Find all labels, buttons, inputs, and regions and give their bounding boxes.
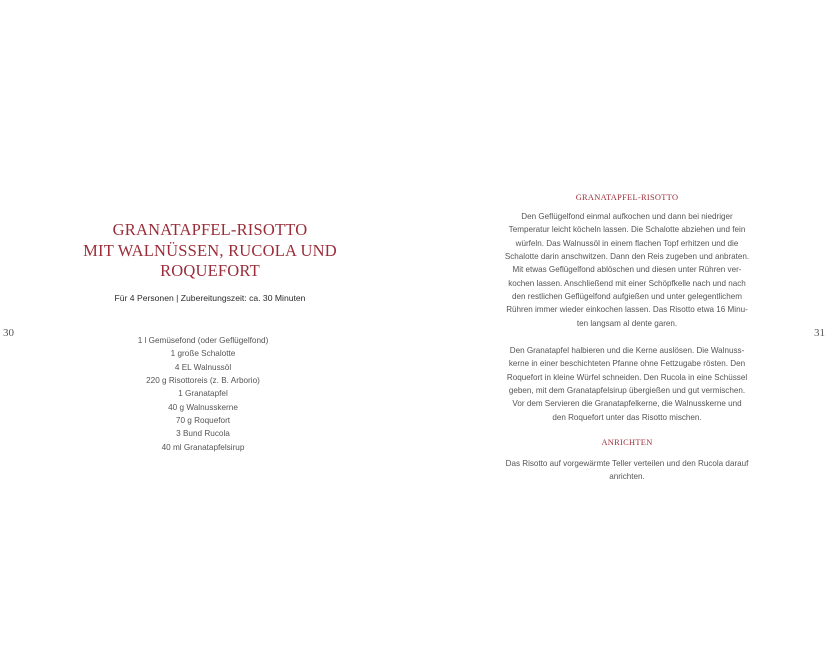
ingredient-item: 1 Granatapfel xyxy=(178,389,228,399)
ingredient-item: 40 g Walnusskerne xyxy=(168,402,238,412)
paragraph-line: Rühren immer wieder einkochen lassen. Das Risotto etwa 16 Minu- xyxy=(506,305,748,315)
paragraph-line: Roquefort in kleine Würfel schneiden. Den Rucola in eine Schüssel xyxy=(506,372,748,382)
instructions-paragraph xyxy=(482,344,772,424)
paragraph-line: kochen lassen. Anschließend mit einer Schöpfkelle nach und nach xyxy=(508,278,746,288)
instructions-heading: GRANATAPFEL-RISOTTO xyxy=(575,193,679,202)
ingredient-item: 1 l Gemüsefond (oder Geflügelfond) xyxy=(137,336,269,345)
ingredient-item: 1 große Schalotte xyxy=(170,349,236,359)
paragraph-line: Schalotte darin anschwitzen. Dann den Reis zugeben und anbraten. xyxy=(504,252,750,262)
paragraph-line: Vor dem Servieren die Granatapfelkerne, die Walnusskerne und xyxy=(512,399,742,409)
recipe-title xyxy=(40,220,380,282)
right-page xyxy=(482,0,772,665)
paragraph-line: Das Risotto auf vorgewärmte Teller verteilen und den Rucola darauf xyxy=(505,459,749,468)
left-page xyxy=(40,0,380,665)
ingredient-item: 4 EL Walnussöl xyxy=(174,362,232,372)
ingredient-item: 40 ml Granatapfelsirup xyxy=(161,442,245,452)
instructions-paragraph xyxy=(482,210,772,330)
paragraph-line: kerne in einer beschichteten Pfanne ohne Fettzugabe rösten. Den xyxy=(508,359,746,369)
serving-paragraph xyxy=(482,457,772,484)
paragraph-line: anrichten. xyxy=(609,472,645,482)
ingredient-item: 3 Bund Rucola xyxy=(176,429,230,439)
paragraph-line: Den Granatapfel halbieren und die Kerne auslösen. Die Walnuss- xyxy=(509,346,745,355)
ingredient-item: 70 g Roquefort xyxy=(175,416,231,426)
page-number-left: 30 xyxy=(3,327,14,339)
paragraph-line: ten langsam al dente garen. xyxy=(576,318,678,328)
paragraph-line: den restlichen Geflügelfond aufgießen und unter gelegentlichem xyxy=(512,292,742,302)
recipe-title-line: MIT WALNÜSSEN, RUCOLA UND xyxy=(83,240,337,260)
ingredient-list xyxy=(40,334,366,454)
paragraph-line: geben, mit dem Granatapfelsirup übergießen und gut vermischen. xyxy=(508,386,746,396)
recipe-meta: Für 4 Personen | Zubereitungszeit: ca. 30 Minuten xyxy=(114,293,306,303)
recipe-title-line: GRANATAPFEL-RISOTTO xyxy=(112,220,308,239)
recipe-title-line: ROQUEFORT xyxy=(160,261,260,280)
serving-heading: ANRICHTEN xyxy=(601,438,653,447)
paragraph-line: Mit etwas Geflügelfond ablöschen und diesen unter Rühren ver- xyxy=(512,265,742,275)
ingredient-item: 220 g Risottoreis (z. B. Arborio) xyxy=(146,376,260,386)
paragraph-line: würfeln. Das Walnussöl in einem flachen Topf erhitzen und die xyxy=(515,238,739,248)
page-number-right: 31 xyxy=(814,327,825,339)
paragraph-line: den Roquefort unter das Risotto mischen. xyxy=(552,412,702,422)
paragraph-line: Den Geflügelfond einmal aufkochen und dann bei niedriger xyxy=(521,212,733,221)
paragraph-line: Temperatur leicht köcheln lassen. Die Schalotte abziehen und fein xyxy=(508,225,746,235)
